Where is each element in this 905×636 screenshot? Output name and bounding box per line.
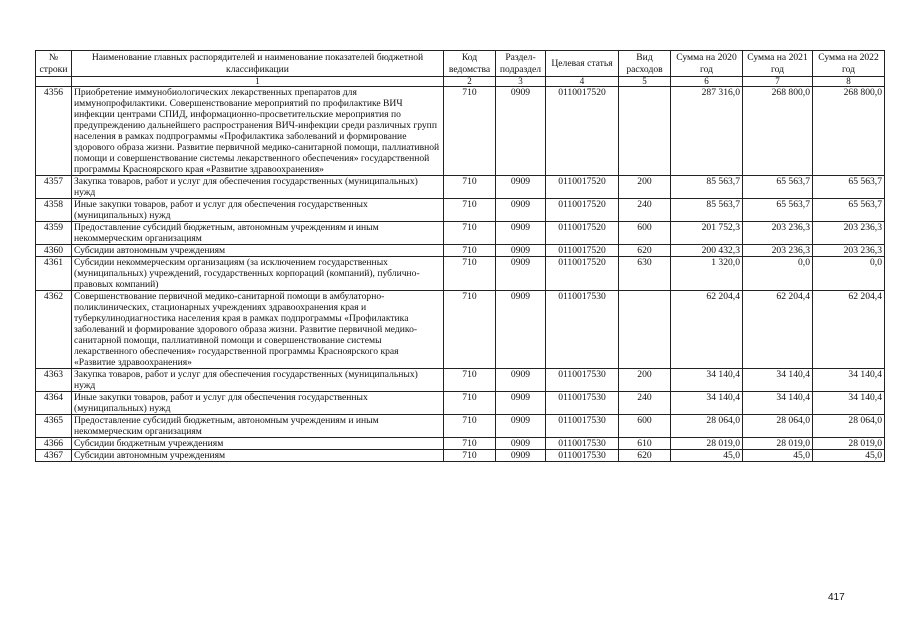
sum-2020: 287 316,0: [671, 87, 743, 176]
department-code: 710: [444, 291, 496, 369]
expense-type: 600: [619, 222, 671, 245]
row-number: 4364: [36, 392, 72, 415]
target-article: 0110017520: [546, 176, 619, 199]
table-row: [36, 257, 885, 291]
sum-2020: 62 204,4: [671, 291, 743, 369]
sum-2020: 1 320,0: [671, 257, 743, 291]
sum-2022: 203 236,3: [813, 245, 885, 257]
sum-2020: 200 432,3: [671, 245, 743, 257]
sum-2022: 34 140,4: [813, 369, 885, 392]
department-code: 710: [444, 450, 496, 462]
column-number: 2: [444, 77, 496, 87]
sum-2022: 62 204,4: [813, 291, 885, 369]
sum-2020: 28 019,0: [671, 438, 743, 450]
row-number: 4367: [36, 450, 72, 462]
expense-type: 200: [619, 176, 671, 199]
column-number: 1: [72, 77, 444, 87]
sum-2021: 45,0: [743, 450, 813, 462]
expense-type: 240: [619, 199, 671, 222]
sum-2021: 34 140,4: [743, 392, 813, 415]
section-code: 0909: [496, 369, 546, 392]
table-row: [36, 245, 885, 257]
row-name: Субсидии некоммерческим организациям (за исключением государственных (муниципальных) учреждений, государственных корпораций (компаний), публично-правовых компаний): [72, 257, 444, 291]
column-number: 7: [743, 77, 813, 87]
row-number: 4358: [36, 199, 72, 222]
expense-type: 610: [619, 438, 671, 450]
row-number: 4359: [36, 222, 72, 245]
column-number: 4: [546, 77, 619, 87]
sum-2022: 0,0: [813, 257, 885, 291]
target-article: 0110017520: [546, 257, 619, 291]
target-article: 0110017530: [546, 291, 619, 369]
sum-2021: 28 064,0: [743, 415, 813, 438]
section-code: 0909: [496, 245, 546, 257]
column-number: 5: [619, 77, 671, 87]
row-number: 4356: [36, 87, 72, 176]
sum-2020: 34 140,4: [671, 369, 743, 392]
expense-type: 200: [619, 369, 671, 392]
row-name: Предоставление субсидий бюджетным, автономным учреждениям и иным некоммерческим организациям: [72, 415, 444, 438]
department-code: 710: [444, 369, 496, 392]
department-code: 710: [444, 438, 496, 450]
row-name: Субсидии автономным учреждениям: [72, 245, 444, 257]
department-code: 710: [444, 222, 496, 245]
sum-2022: 28 019,0: [813, 438, 885, 450]
section-code: 0909: [496, 415, 546, 438]
section-code: 0909: [496, 222, 546, 245]
header-sum-2022: Сумма на 2022 год: [813, 51, 885, 77]
header-expense-type: Вид расходов: [619, 51, 671, 77]
sum-2022: 268 800,0: [813, 87, 885, 176]
header-name: Наименование главных распорядителей и наименование показателей бюджетной классификации: [72, 51, 444, 77]
sum-2022: 28 064,0: [813, 415, 885, 438]
sum-2020: 201 752,3: [671, 222, 743, 245]
header-row: [36, 51, 885, 77]
row-name: Закупка товаров, работ и услуг для обеспечения государственных (муниципальных) нужд: [72, 369, 444, 392]
row-name: Совершенствование первичной медико-санитарной помощи в амбулаторно-поликлинических, стационарных учреждениях здравоохранения края и туберкулинодиагностика населения края в рамках подпрограммы «Профилактика заболеваний и формирование здорового образа жизни. Развитие первичной медико-санитарной помощи, паллиативной помощи и совершенствование системы лекарственного обеспечения» государственной программы Красноярского края «Развитие здравоохранения»: [72, 291, 444, 369]
target-article: 0110017520: [546, 222, 619, 245]
row-number: 4360: [36, 245, 72, 257]
row-name: Закупка товаров, работ и услуг для обеспечения государственных (муниципальных) нужд: [72, 176, 444, 199]
sum-2021: 62 204,4: [743, 291, 813, 369]
row-number: 4365: [36, 415, 72, 438]
header-row-number: № строки: [36, 51, 72, 77]
department-code: 710: [444, 245, 496, 257]
sum-2022: 203 236,3: [813, 222, 885, 245]
table-row: [36, 369, 885, 392]
department-code: 710: [444, 87, 496, 176]
sum-2022: 65 563,7: [813, 176, 885, 199]
sum-2020: 85 563,7: [671, 199, 743, 222]
department-code: 710: [444, 257, 496, 291]
expense-type: [619, 87, 671, 176]
header-sum-2020: Сумма на 2020 год: [671, 51, 743, 77]
section-code: 0909: [496, 199, 546, 222]
row-name: Иные закупки товаров, работ и услуг для обеспечения государственных (муниципальных) нужд: [72, 392, 444, 415]
section-code: 0909: [496, 450, 546, 462]
sum-2021: 65 563,7: [743, 176, 813, 199]
column-number: 3: [496, 77, 546, 87]
sum-2021: 65 563,7: [743, 199, 813, 222]
sum-2021: 0,0: [743, 257, 813, 291]
sum-2020: 85 563,7: [671, 176, 743, 199]
header-section: Раздел-подраздел: [496, 51, 546, 77]
section-code: 0909: [496, 87, 546, 176]
row-number: 4361: [36, 257, 72, 291]
department-code: 710: [444, 176, 496, 199]
section-code: 0909: [496, 176, 546, 199]
table-row: [36, 87, 885, 176]
header-department-code: Код ведомства: [444, 51, 496, 77]
header-target-article: Целевая статья: [546, 51, 619, 77]
sum-2020: 34 140,4: [671, 392, 743, 415]
budget-table: [35, 50, 885, 462]
column-numbering-row: [36, 77, 885, 87]
target-article: 0110017520: [546, 199, 619, 222]
sum-2020: 28 064,0: [671, 415, 743, 438]
row-name: Субсидии бюджетным учреждениям: [72, 438, 444, 450]
row-number: 4366: [36, 438, 72, 450]
table-row: [36, 199, 885, 222]
sum-2021: 34 140,4: [743, 369, 813, 392]
target-article: 0110017530: [546, 415, 619, 438]
section-code: 0909: [496, 291, 546, 369]
expense-type: 620: [619, 450, 671, 462]
row-name: Субсидии автономным учреждениям: [72, 450, 444, 462]
row-name: Предоставление субсидий бюджетным, автономным учреждениям и иным некоммерческим организациям: [72, 222, 444, 245]
department-code: 710: [444, 415, 496, 438]
sum-2020: 45,0: [671, 450, 743, 462]
sum-2021: 28 019,0: [743, 438, 813, 450]
sum-2022: 45,0: [813, 450, 885, 462]
target-article: 0110017530: [546, 438, 619, 450]
table-row: [36, 291, 885, 369]
row-number: 4363: [36, 369, 72, 392]
target-article: 0110017520: [546, 245, 619, 257]
row-name: Иные закупки товаров, работ и услуг для обеспечения государственных (муниципальных) нужд: [72, 199, 444, 222]
column-number: [36, 77, 72, 87]
section-code: 0909: [496, 257, 546, 291]
column-number: 6: [671, 77, 743, 87]
department-code: 710: [444, 199, 496, 222]
section-code: 0909: [496, 392, 546, 415]
target-article: 0110017520: [546, 87, 619, 176]
target-article: 0110017530: [546, 450, 619, 462]
sum-2021: 268 800,0: [743, 87, 813, 176]
table-row: [36, 176, 885, 199]
sum-2021: 203 236,3: [743, 222, 813, 245]
sum-2021: 203 236,3: [743, 245, 813, 257]
expense-type: [619, 291, 671, 369]
table-row: [36, 450, 885, 462]
target-article: 0110017530: [546, 392, 619, 415]
expense-type: 620: [619, 245, 671, 257]
department-code: 710: [444, 392, 496, 415]
table-row: [36, 438, 885, 450]
page-number: 417: [828, 592, 845, 603]
expense-type: 630: [619, 257, 671, 291]
sum-2022: 34 140,4: [813, 392, 885, 415]
section-code: 0909: [496, 438, 546, 450]
header-sum-2021: Сумма на 2021 год: [743, 51, 813, 77]
row-name: Приобретение иммунобиологических лекарственных препаратов для иммунопрофилактики. Совершенствование мероприятий по профилактике ВИЧ инфекции центрами СПИД, информационно-просветительские мероприятия по предупреждению дальнейшего распространения ВИЧ-инфекции среди различных групп населения в рамках подпрограммы «Профилактика заболеваний и формирование здорового образа жизни. Развитие первичной медико-санитарной помощи, паллиативной помощи и совершенствование системы лекарственного обеспечения» государственной программы Красноярского края «Развитие здравоохранения»: [72, 87, 444, 176]
table-row: [36, 415, 885, 438]
row-number: 4362: [36, 291, 72, 369]
expense-type: 600: [619, 415, 671, 438]
expense-type: 240: [619, 392, 671, 415]
table-row: [36, 392, 885, 415]
row-number: 4357: [36, 176, 72, 199]
table-row: [36, 222, 885, 245]
sum-2022: 65 563,7: [813, 199, 885, 222]
column-number: 8: [813, 77, 885, 87]
target-article: 0110017530: [546, 369, 619, 392]
